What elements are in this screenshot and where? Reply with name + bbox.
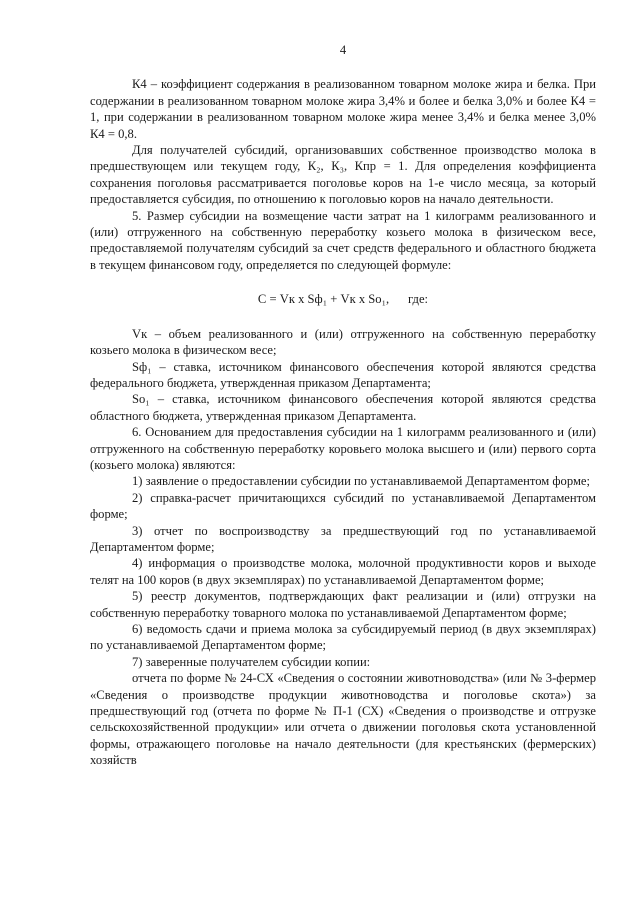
- document-page: [90, 42, 596, 769]
- paragraph-k4: К4 – коэффициент содержания в реализованном товарном молоке жира и белка. При содержании в реализованном товарном молоке жира 3,4% и более и белка 3,0% и более К4 = 1, при содержании в реализованном товарном молоке жира менее 3,4% и белка менее 3,0% К4 = 0,8.: [90, 77, 596, 141]
- list-item: 4) информация о производстве молока, молочной продуктивности коров и выходе телят на 100 коров (в двух экземплярах) по устанавливаемой Департаментом форме;: [90, 556, 596, 587]
- definition-so1: Sо₁ – ставка, источником финансового обеспечения которой являются средства областного бюджета, утвержденная приказом Департамента.: [90, 392, 596, 423]
- list-item: 6) ведомость сдачи и приема молока за субсидируемый период (в двух экземплярах) по устанавливаемой Департаментом форме;: [90, 622, 596, 653]
- subsidy-formula: С = Vк х Sф₁ + Vк х Sо₁, где:: [257, 292, 429, 307]
- list-item: 5) реестр документов, подтверждающих факт реализации и (или) отгрузки на собственную переработку товарного молока по устанавливаемой Департаментом форме;: [90, 589, 596, 620]
- list-item: 3) отчет по воспроизводству за предшествующий год по устанавливаемой Департаментом форме;: [90, 523, 596, 554]
- definition-vk: Vк – объем реализованного и (или) отгруженного на собственную переработку козьего молока в физическом весе;: [90, 326, 596, 358]
- definition-sf1: Sф₁ – ставка, источником финансового обеспечения которой являются средства федерального бюджета, утвержденная приказом Департамента;: [90, 359, 596, 390]
- list-item: отчета по форме № 24-СХ «Сведения о состоянии животноводства» (или № 3-фермер «Сведения о производстве продукции животноводства и поголовье скота») за предшествующий год (отчета по форме № П-1 (СХ) «Сведения о производстве и отгрузке сельскохозяйственной продукции» или отчета о движении поголовья скота установленной формы, отражающего поголовье на начало деятельности (для крестьянских (фермерских) хозяйств: [90, 671, 596, 768]
- paragraph-grounds: 6. Основанием для предоставления субсидии на 1 килограмм реализованного и (или) отгруженного на собственную переработку коровьего молока высшего и (или) первого сорта (козьего молока) являются:: [90, 425, 596, 472]
- list-item: 2) справка-расчет причитающихся субсидий по устанавливаемой Департаментом форме;: [90, 490, 596, 522]
- paragraph-goat-milk-subsidy: 5. Размер субсидии на возмещение части затрат на 1 килограмм реализованного и (или) отгруженного на собственную переработку козьего молока в физическом весе, предоставляемой получателям субсидий за счет средств федерального и областного бюджета в текущем финансовом году, определяется по следующей формуле:: [90, 208, 596, 272]
- list-item: 7) заверенные получателем субсидии копии:: [132, 654, 371, 669]
- paragraph-new-producers: Для получателей субсидий, организовавших собственное производство молока в предшествующем или текущем году, К₂, К₃, Кпр = 1. Для определения коэффициента сохранения поголовья рассматривается поголовье коров на 1-е число месяца, за который предоставляется субсидия, по отношению к поголовью коров на начало деятельности.: [90, 143, 596, 207]
- page-number: 4: [339, 43, 347, 57]
- list-item: 1) заявление о предоставлении субсидии по устанавливаемой Департаментом форме;: [132, 474, 591, 489]
